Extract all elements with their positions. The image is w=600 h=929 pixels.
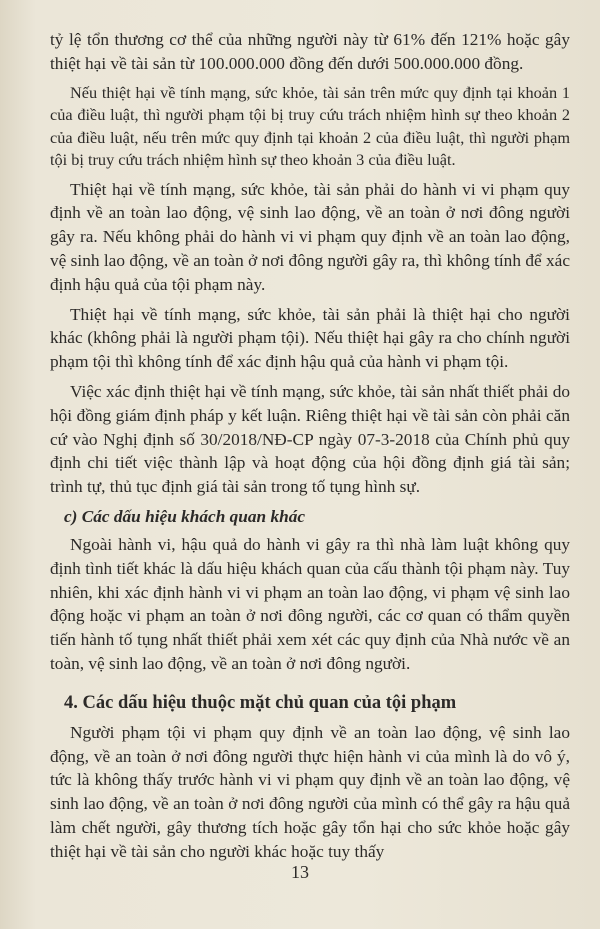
paragraph-damage-cause: Thiệt hại về tính mạng, sức khỏe, tài sản phải do hành vi vi phạm quy định về an toàn lao động, vệ sinh lao động, về an toàn ở nơi đông người gây ra. Nếu không phải do hành vi vi phạm quy định về an toàn lao động, vệ sinh lao động, về an toàn ở nơi đông người gây ra, thì không tính để xác định hậu quả của tội phạm này.	[50, 179, 570, 294]
paragraph-continuation: tỷ lệ tổn thương cơ thể của những người này từ 61% đến 121% hoặc gây thiệt hại về tài sản từ 100.000.000 đồng đến dưới 500.000.000 đồng.	[50, 30, 570, 73]
paragraph-damage-victim: Thiệt hại về tính mạng, sức khỏe, tài sản phải là thiệt hại cho người khác (không phải là người phạm tội). Nếu thiệt hại gây ra cho chính người phạm tội thì không tính để xác định hậu quả của hành vi phạm tội.	[50, 304, 570, 372]
paragraph-subjective-signs: Người phạm tội vi phạm quy định về an toàn lao động, vệ sinh lao động, về an toàn ở nơi đông người thực hiện hành vi của mình là do vô ý, tức là không thấy trước hành vi vi phạm quy định về an toàn lao động, vệ sinh lao động, về an toàn ở nơi đông người của mình có thể gây ra hậu quả làm chết người, gây thương tích hoặc gây tổn hại cho sức khỏe hoặc gây thiệt hại về tài sản cho người khác hoặc tuy thấy	[50, 722, 570, 861]
heading-section-c: c) Các dấu hiệu khách quan khác	[64, 506, 306, 526]
page-number: 13	[291, 862, 309, 882]
page-content	[50, 28, 570, 870]
paragraph-liability-levels: Nếu thiệt hại về tính mạng, sức khỏe, tài sản trên mức quy định tại khoản 1 của điều luật, thì người phạm tội bị truy cứu trách nhiệm hình sự theo khoản 2 của điều luật, nếu trên mức quy định tại khoản 2 của điều luật, thì người phạm tội bị truy cứu trách nhiệm hình sự theo khoản 3 của điều luật.	[50, 82, 570, 170]
paragraph-damage-assessment: Việc xác định thiệt hại về tính mạng, sức khỏe, tài sản nhất thiết phải do hội đồng giám định pháp y kết luận. Riêng thiệt hại về tài sản còn phải căn cứ vào Nghị định số 30/2018/NĐ-CP ngày 07-3-2018 của Chính phủ quy định chi tiết việc thành lập và hoạt động của hội đồng định giá tài sản; trình tự, thủ tục định giá tài sản trong tố tụng hình sự.	[50, 381, 570, 497]
heading-section-4: 4. Các dấu hiệu thuộc mặt chủ quan của tội phạm	[64, 692, 457, 713]
paragraph-other-objective-signs: Ngoài hành vi, hậu quả do hành vi gây ra thì nhà làm luật không quy định tình tiết khác là dấu hiệu khách quan của cấu thành tội phạm này. Tuy nhiên, khi xác định hành vi vi phạm an toàn lao động, vi phạm vệ sinh lao động hoặc vi phạm an toàn ở nơi đông người, các cơ quan có thẩm quyền tiến hành tố tụng nhất thiết phải xem xét các quy định của Nhà nước về an toàn, vệ sinh lao động, về an toàn ở nơi đông người.	[50, 534, 570, 673]
